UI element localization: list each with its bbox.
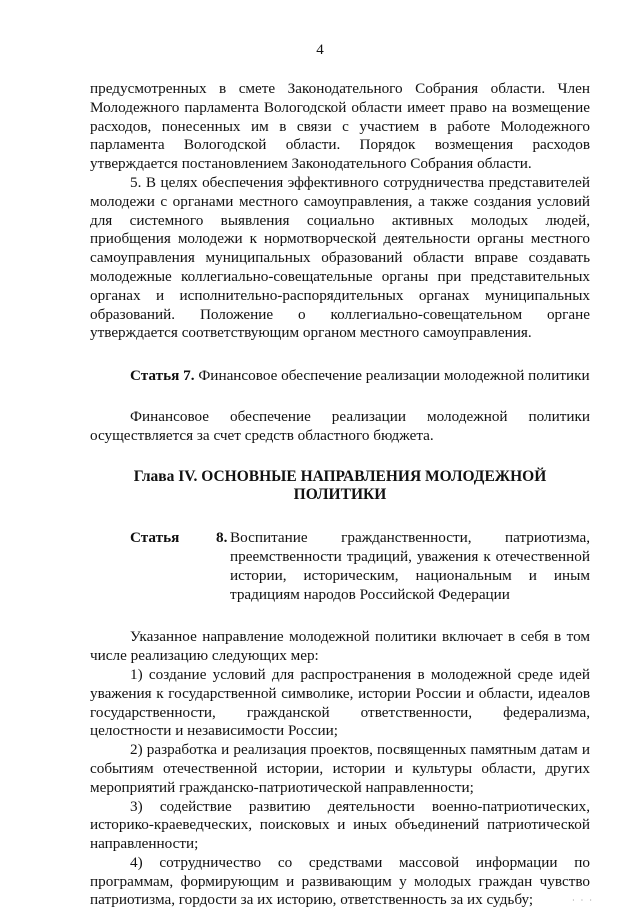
article-7-heading — [90, 367, 590, 386]
measures-intro: Указанное направление молодежной политики включает в себя в том числе реализацию следующих мер: — [90, 628, 590, 665]
article-8-number: 8. — [216, 529, 228, 547]
article-8-label: Статья — [130, 529, 180, 547]
measure-item: 4) сотрудничество со средствами массовой информации по программам, формирующим и развивающим у молодых граждан чувство патриотизма, гордости за их историю, ответственность за их судьбу; — [90, 853, 590, 909]
article-7-label: Статья 7. — [130, 367, 195, 385]
chapter-4-line-1: Глава IV. ОСНОВНЫЕ НАПРАВЛЕНИЯ МОЛОДЕЖНОЙ — [133, 467, 547, 485]
article-8-title: Воспитание гражданственности, патриотизма, преемственности традиций, уважения к отечественной истории, историческим, национальным и иным традициям народов Российской Федерации — [230, 529, 590, 603]
footer-mark: · · · — [572, 896, 594, 905]
chapter-4-heading — [90, 468, 590, 506]
article-7-text: Финансовое обеспечение реализации молодежной политики осуществляется за счет средств областного бюджета. — [90, 407, 590, 444]
article-8-heading — [90, 529, 590, 604]
measure-item: 3) содействие развитию деятельности военно-патриотических, историко-краеведческих, поисковых и иных объединений патриотической направленности; — [90, 797, 590, 853]
measures-list — [90, 628, 590, 910]
document-body — [90, 80, 590, 910]
measure-item: 1) создание условий для распространения в молодежной среде идей уважения к государственной символике, истории России и области, идеалов государственности, гражданской ответственности, федерализма, целостности и независимости России; — [90, 665, 590, 740]
measure-item: 2) разработка и реализация проектов, посвященных памятным датам и событиям отечественной истории, истории и культуры области, других мероприятий гражданско-патриотической направленности; — [90, 741, 590, 796]
paragraph-continuation: предусмотренных в смете Законодательного Собрания области. Член Молодежного парламента Вологодской области имеет право на возмещение расходов, понесенных им в связи с участием в работе Молодежного парламента Вологодской области. Порядок возмещения расходов утверждается постановлением Законодательного Собрания области. — [90, 80, 590, 173]
article-7-title: Финансовое обеспечение реализации молодежной политики — [194, 367, 590, 385]
chapter-4-line-2: ПОЛИТИКИ — [293, 486, 387, 504]
page-number: 4 — [316, 42, 324, 58]
paragraph-item-5: 5. В целях обеспечения эффективного сотрудничества представителей молодежи с органами местного самоуправления, а также создания условий для системного выявления социально активных молодых людей, приобщения молодежи к нормотворческой деятельности органы местного самоуправления муниципальных образований области вправе создавать молодежные коллегиально-совещательные органы при представительных органах и исполнительно-распорядительных органах муниципальных образований. Положение о коллегиально-совещательном органе утверждается соответствующим органом местного самоуправления. — [90, 173, 590, 342]
